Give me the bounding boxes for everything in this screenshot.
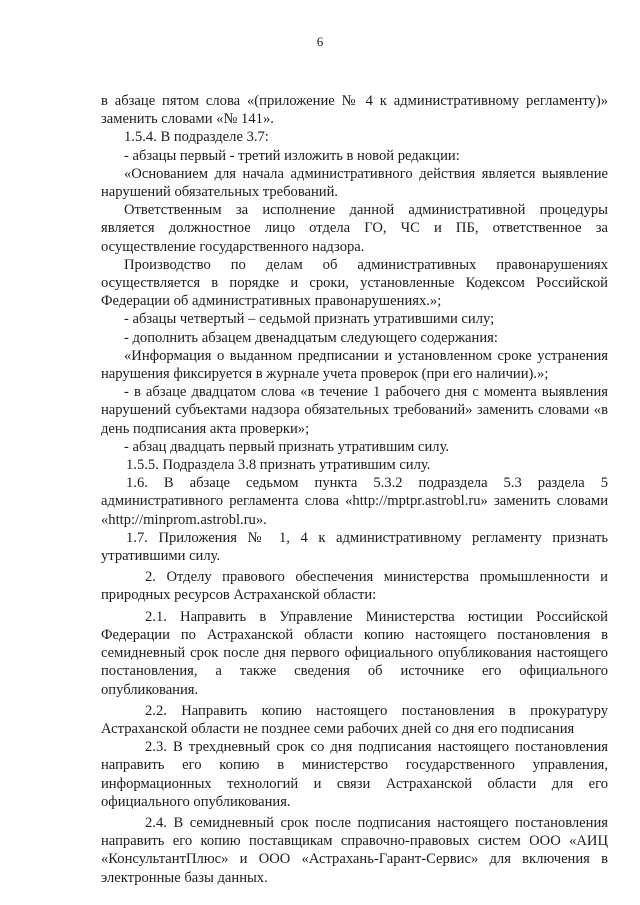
paragraph-4: «Основанием для начала административного действия является выявление нарушений обязательных требований. <box>101 165 608 201</box>
paragraph-18: 2.3. В трехдневный срок со дня подписания настоящего постановления направить его копию в министерство государственного управления, информационных технологий и связи Астраханской области для его официального опубликования. <box>101 739 608 810</box>
paragraph-16: 2.1. Направить в Управление Министерства юстиции Российской Федерации по Астраханской области копию настоящего постановления в семидневный срок после дня первого официального опубликования настоящего постановления, а также сведения об источнике его официального опубликования. <box>101 608 608 698</box>
paragraph-13: 1.6. В абзаце седьмом пункта 5.3.2 подраздела 5.3 раздела 5 административного регламента слова «http://mptpr.astrobl.ru» заменить словами «http://minprom.astrobl.ru». <box>101 475 608 528</box>
paragraph-17: 2.2. Направить копию настоящего постановления в прокуратуру Астраханской области не позднее семи рабочих дней со дня его подписания <box>101 702 608 737</box>
paragraph-10: - в абзаце двадцатом слова «в течение 1 рабочего дня с момента выявления нарушений субъектами надзора обязательных требований» заменить словами «в день подписания акта проверки»; <box>101 384 608 437</box>
page-number: 6 <box>316 34 324 49</box>
paragraph-9: «Информация о выданном предписании и установленном сроке устранения нарушения фиксируется в журнале учета проверок (при его наличии).»; <box>101 347 608 383</box>
document-body <box>101 92 608 887</box>
paragraph-11: - абзац двадцать первый признать утратившим силу. <box>124 438 450 455</box>
paragraph-3: - абзацы первый - третий изложить в новой редакции: <box>124 147 460 164</box>
paragraph-7: - абзацы четвертый – седьмой признать утратившими силу; <box>124 311 495 328</box>
paragraph-2: 1.5.4. В подразделе 3.7: <box>124 129 269 146</box>
paragraph-1: в абзаце пятом слова «(приложение № 4 к административному регламенту)» заменить словами «№ 141». <box>101 93 608 128</box>
paragraph-12: 1.5.5. Подраздела 3.8 признать утратившим силу. <box>126 457 431 474</box>
paragraph-15: 2. Отделу правового обеспечения министерства промышленности и природных ресурсов Астраханской области: <box>101 569 608 604</box>
paragraph-8: - дополнить абзацем двенадцатым следующего содержания: <box>124 329 498 346</box>
paragraph-6: Производство по делам об административных правонарушениях осуществляется в порядке и сроки, установленные Кодексом Российской Федерации об административных правонарушениях.»; <box>101 256 608 310</box>
paragraph-5: Ответственным за исполнение данной административной процедуры является должностное лицо отдела ГО, ЧС и ПБ, ответственное за осуществление государственного надзора. <box>101 202 608 255</box>
paragraph-19: 2.4. В семидневный срок после подписания настоящего постановления направить его копию поставщикам справочно-правовых систем ООО «АИЦ «КонсультантПлюс» и ООО «Астрахань-Гарант-Сервис» для включения в электронные базы данных. <box>101 814 608 886</box>
paragraph-14: 1.7. Приложения № 1, 4 к административному регламенту признать утратившими силу. <box>101 529 608 565</box>
